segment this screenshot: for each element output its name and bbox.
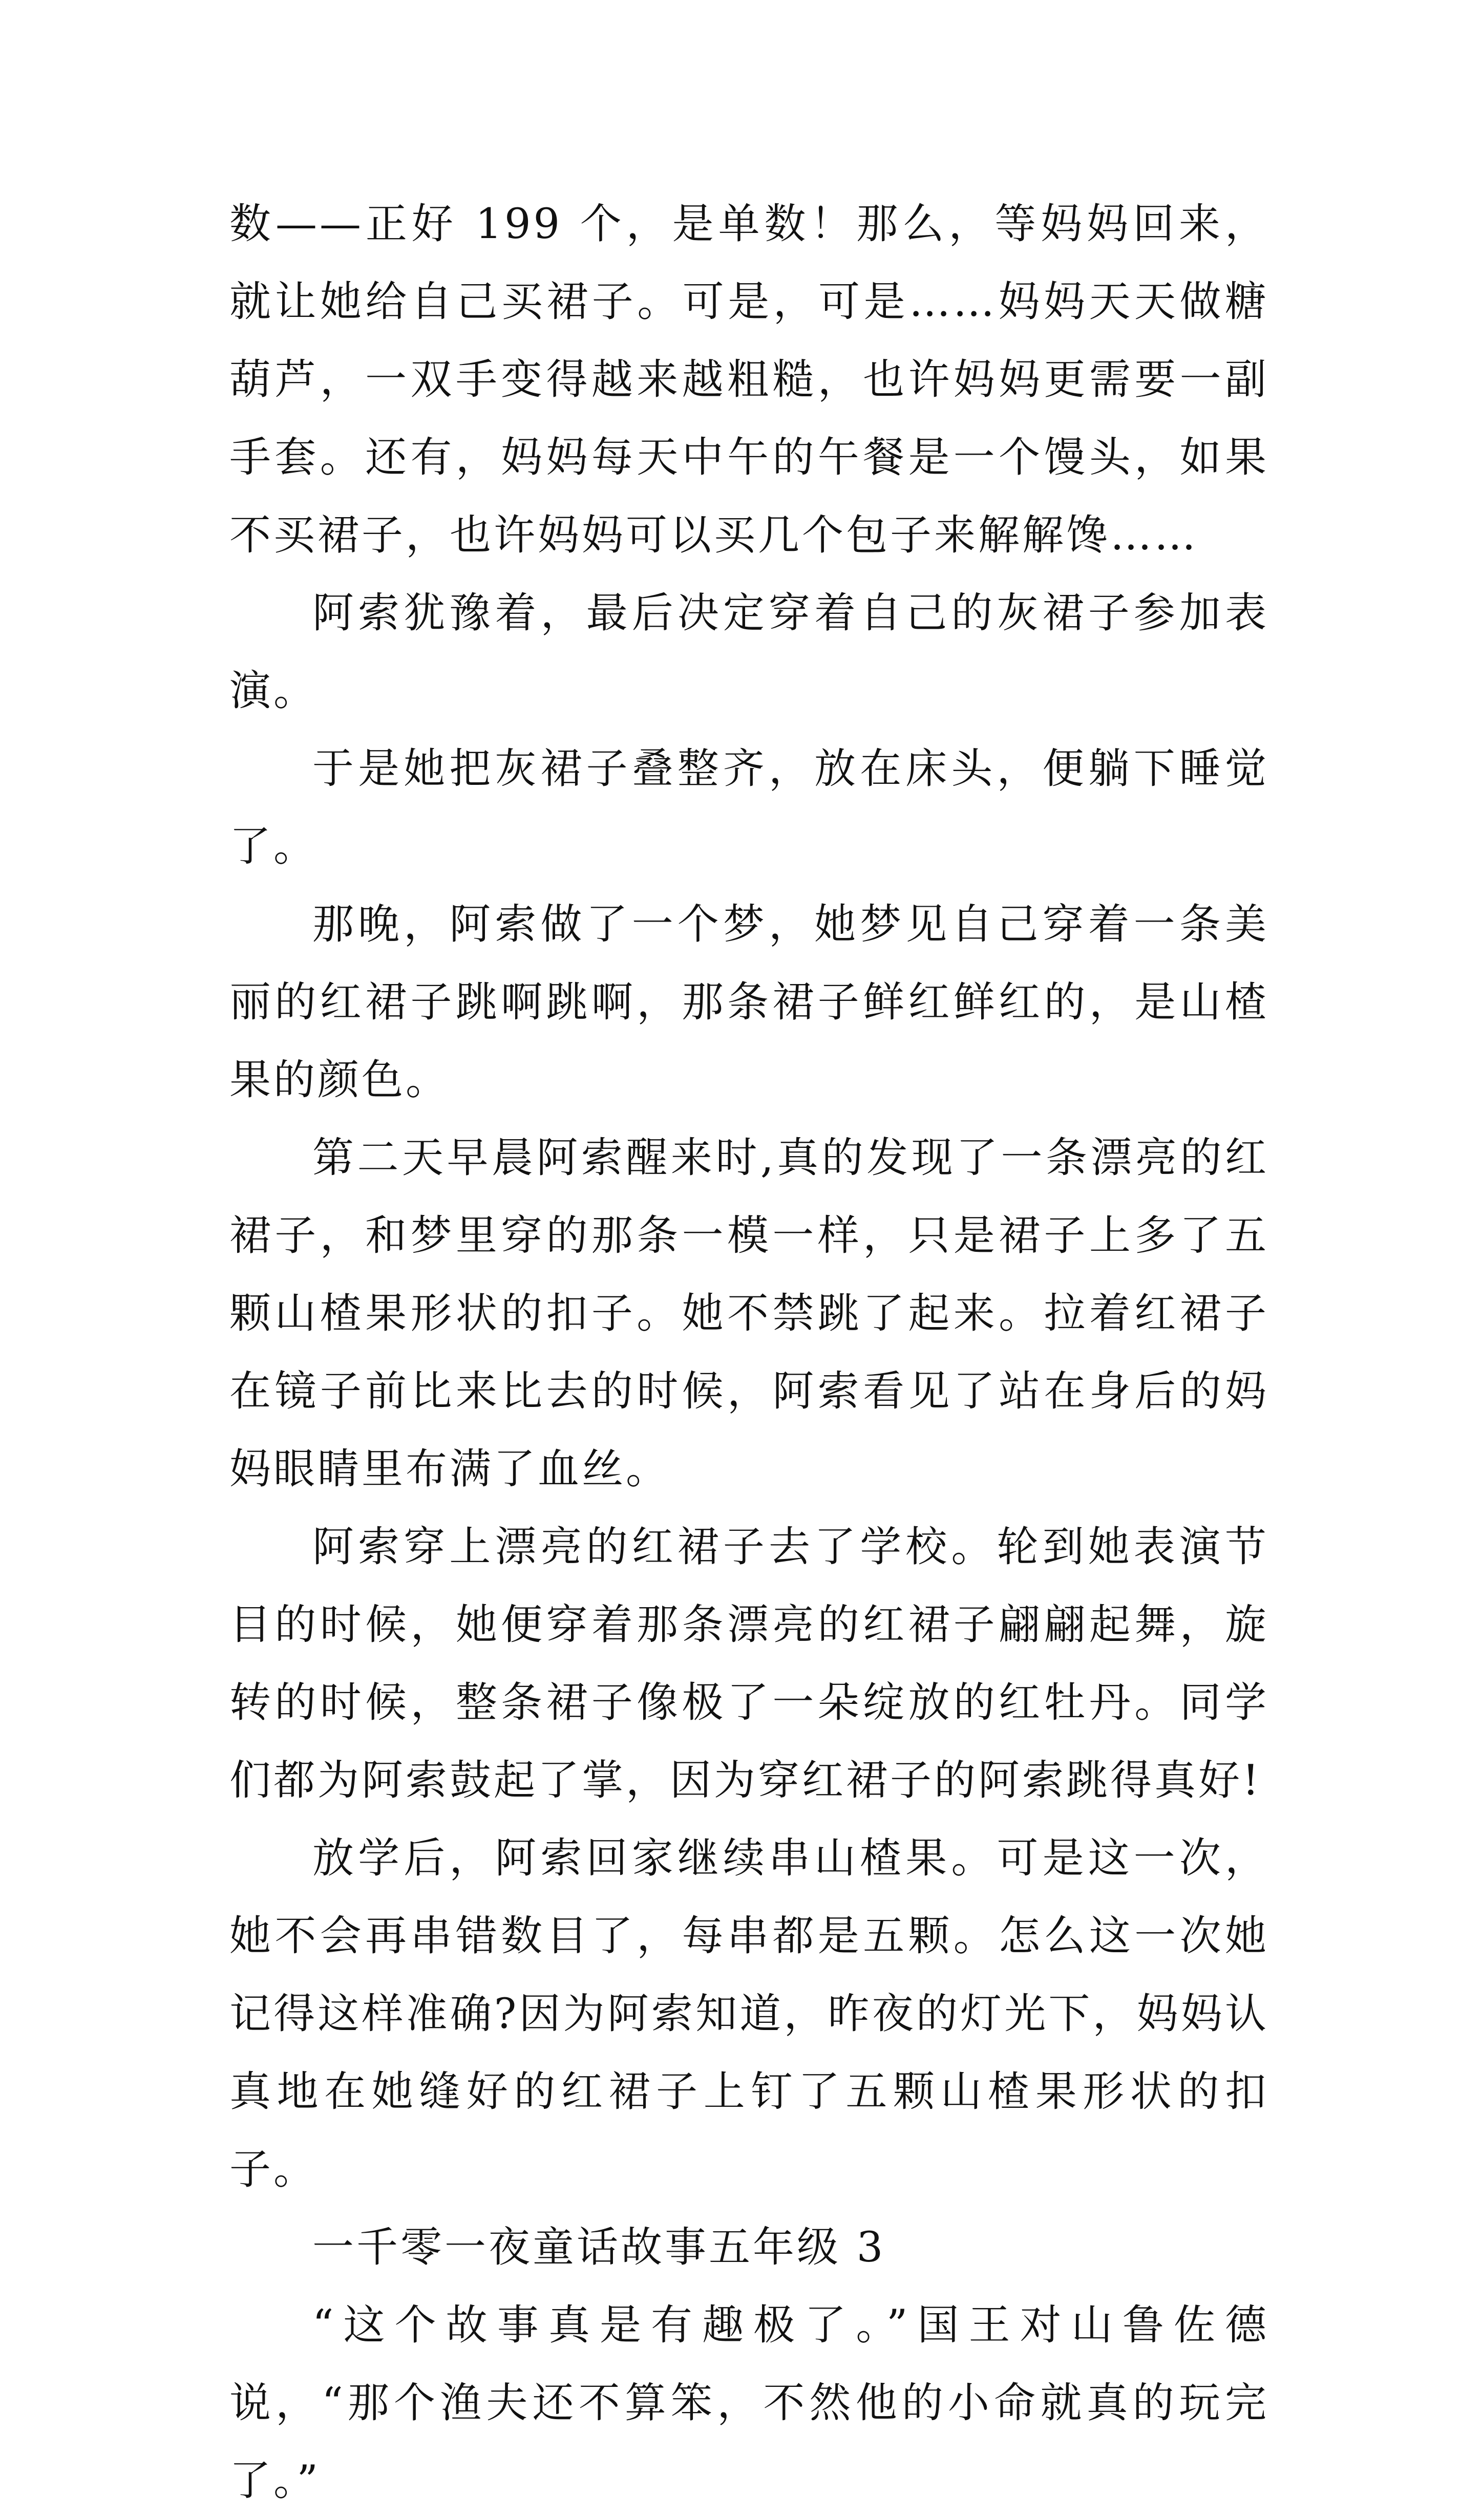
paragraph-continuation: 数——正好 199 个，是单数！那么，等妈妈回来，就让她给自己买裙子。可是，可是……妈妈天天做糖葫芦，一双手变得越来越粗糙，也许妈妈更需要一副手套。还有，妈妈每天中午的午餐是一个馒头，如果不买裙子，也许妈妈可以买几个包子来解解馋…… <box>229 200 1269 560</box>
paragraph: “这个故事真是有趣极了。”国王对山鲁佐德说，“那个渔夫还不算笨，不然他的小命就真的玩完了。” <box>229 2301 1269 2505</box>
paragraph: 放学后，阿索回家继续串山楂果。可是这一次，她不会再串错数目了，每串都是五颗。怎么这一次她记得这样准确?因为阿索知道，昨夜的灯光下，妈妈认真地在她缝好的红裙子上钉了五颗山楂果形状的扣子。 <box>229 1834 1269 2194</box>
paragraph: 第二天早晨阿索醒来时,真的发现了一条漂亮的红裙子，和梦里穿的那条一模一样，只是裙子上多了五颗山楂果形状的扣子。她不禁跳了起来。拉着红裙子在镜子前比来比去的时候，阿索看见了站在身后的妈妈眼睛里布满了血丝。 <box>229 1134 1269 1493</box>
document-body <box>229 185 1269 2520</box>
paragraph: 阿索犹豫着，最后决定穿着自己的灰裙子参加表演。 <box>229 589 1269 715</box>
paragraph: 阿索穿上漂亮的红裙子去了学校。轮到她表演节目的时候，她便穿着那条漂亮的红裙子翩翩起舞，旋转的时候，整条裙子像极了一朵绽放的红牡丹。同学们都为阿索鼓起了掌，因为穿红裙子的阿索跳得真好! <box>229 1523 1269 1805</box>
section-heading: 一千零一夜童话故事五年级 3 <box>312 2224 886 2272</box>
paragraph: 于是她把灰裙子叠整齐，放在床头，便躺下睡觉了。 <box>229 745 1269 871</box>
paragraph: 那晚，阿索做了一个梦，她梦见自己穿着一条美丽的红裙子跳啊跳啊，那条裙子鲜红鲜红的，是山楂果的颜色。 <box>229 901 1269 1104</box>
